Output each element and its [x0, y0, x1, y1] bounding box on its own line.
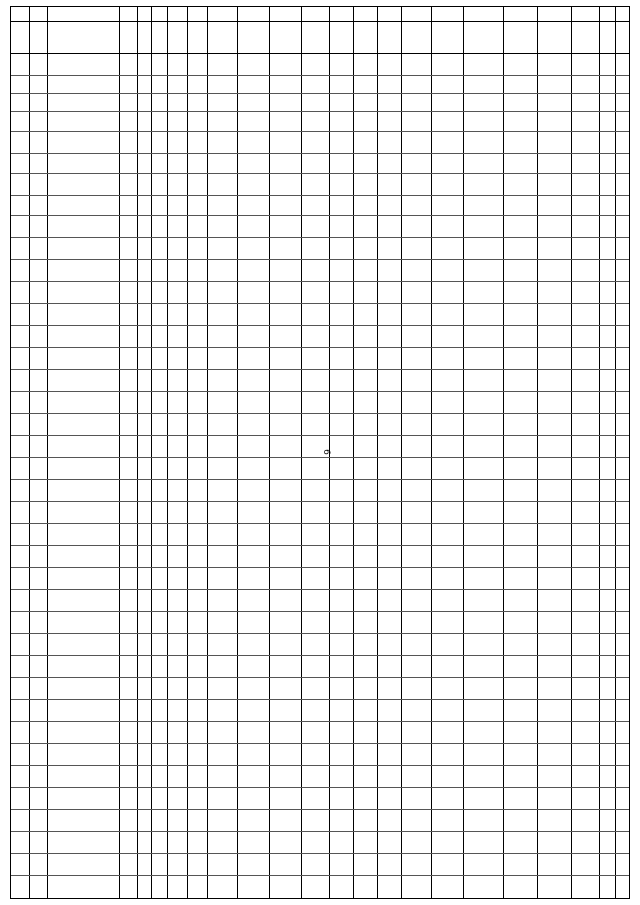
page-number: 6 [321, 449, 331, 455]
registry-table [10, 6, 630, 899]
